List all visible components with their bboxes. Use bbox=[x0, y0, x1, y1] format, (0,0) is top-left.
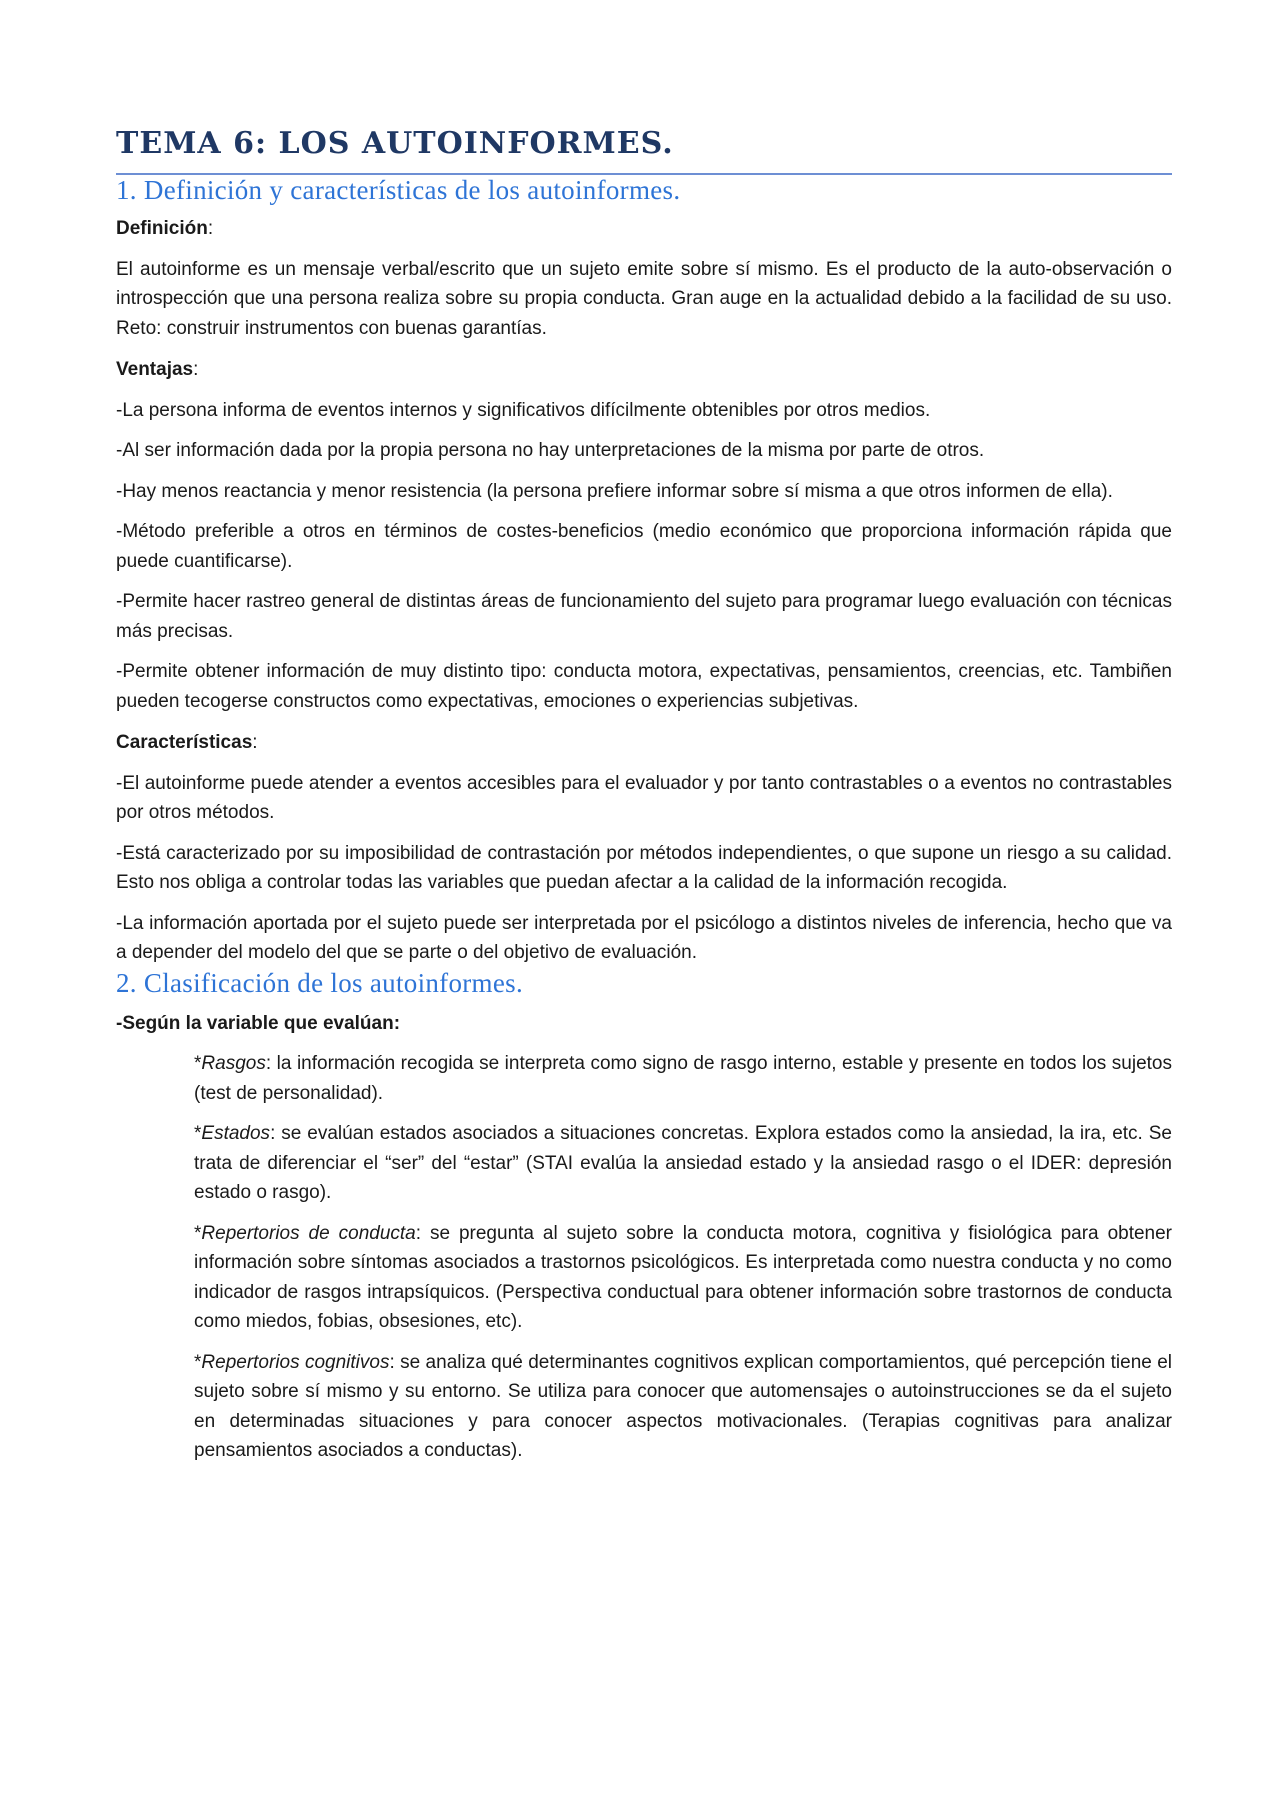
ventaja-item: -Al ser información dada por la propia persona no hay unterpretaciones de la misma por parte de otros. bbox=[116, 440, 985, 461]
item-prefix: * bbox=[194, 1123, 202, 1144]
definicion-paragraph: El autoinforme es un mensaje verbal/escrito que un sujeto emite sobre sí mismo. Es el producto de la auto-observación o introspección que una persona realiza sobre su propia conducta. Gran auge en la actualidad debido a la facilidad de su uso. Reto: construir instrumentos con buenas garantías. bbox=[116, 258, 1172, 339]
ventaja-item: -Método preferible a otros en términos de costes-beneficios (medio económico que proporciona información rápida que puede cuantificarse). bbox=[116, 521, 1172, 572]
ventaja-item: -Hay menos reactancia y menor resistencia (la persona prefiere informar sobre sí misma a que otros informen de ella). bbox=[116, 480, 1113, 502]
ventajas-label bbox=[116, 355, 1172, 385]
item-prefix: * bbox=[194, 1222, 202, 1244]
caracteristica-item: -El autoinforme puede atender a eventos accesibles para el evaluador y por tanto contrastables o a eventos no contrastables por otros métodos. bbox=[116, 772, 1172, 823]
clasificacion-item-repertorios-cognitivos bbox=[194, 1348, 1172, 1466]
ventajas-label-text: Ventajas bbox=[116, 359, 194, 380]
item-term: Rasgos bbox=[201, 1053, 266, 1074]
ventajas-colon: : bbox=[193, 359, 199, 380]
ventaja-item: -La persona informa de eventos internos y significativos difícilmente obtenibles por otros medios. bbox=[116, 399, 931, 421]
section-1-heading: 1. Definición y características de los autoinformes. bbox=[116, 175, 681, 205]
item-prefix: * bbox=[194, 1053, 202, 1074]
item-term: Repertorios cognitivos bbox=[201, 1351, 390, 1373]
item-term: Repertorios de conducta bbox=[201, 1222, 416, 1244]
clasificacion-item-repertorios-conducta bbox=[194, 1219, 1172, 1337]
variable-label-text: -Según la variable que evalúan: bbox=[116, 1012, 401, 1034]
item-prefix: * bbox=[194, 1351, 202, 1373]
clasificacion-item-rasgos bbox=[194, 1049, 1172, 1108]
definicion-colon: : bbox=[207, 218, 214, 239]
document-page bbox=[116, 0, 1172, 1466]
item-text: : se pregunta al sujeto sobre la conducta motora, cognitiva y fisiológica para obtener información sobre síntomas asociados a trastornos psicológicos. Es interpretada como nuestra conducta y no como indicador de rasgos intrapsíquicos. (Perspectiva conductual para obtener información sobre trastornos de conducta como miedos, fobias, obsesiones, etc). bbox=[194, 1222, 1173, 1332]
definicion-label-text: Definición bbox=[116, 218, 208, 239]
definicion-label bbox=[116, 214, 1172, 244]
ventaja-item: -Permite hacer rastreo general de distintas áreas de funcionamiento del sujeto para programar luego evaluación con técnicas más precisas. bbox=[116, 591, 1172, 642]
variable-label bbox=[116, 1009, 1172, 1039]
item-text: : la información recogida se interpreta como signo de rasgo interno, estable y presente en todos los sujetos (test de personalidad). bbox=[194, 1053, 1172, 1104]
caracteristicas-colon: : bbox=[252, 732, 258, 753]
clasificacion-item-estados bbox=[194, 1119, 1172, 1208]
item-text: : se evalúan estados asociados a situaciones concretas. Explora estados como la ansiedad, la ira, etc. Se trata de diferenciar el “ser” del “estar” (STAI evalúa la ansiedad estado y la ansiedad rasgo o el IDER: depresión estado o rasgo). bbox=[194, 1123, 1172, 1203]
document-title: TEMA 6: LOS AUTOINFORMES. bbox=[116, 0, 1172, 175]
caracteristicas-label bbox=[116, 728, 1172, 758]
caracteristica-item: -La información aportada por el sujeto puede ser interpretada por el psicólogo a distintos niveles de inferencia, hecho que va a depender del modelo del que se parte o del objetivo de evaluación. bbox=[116, 912, 1172, 963]
caracteristica-item: -Está caracterizado por su imposibilidad de contrastación por métodos independientes, o que supone un riesgo a su calidad. Esto nos obliga a controlar todas las variables que puedan afectar a la calidad de la información recogida. bbox=[116, 842, 1172, 893]
item-term: Estados bbox=[201, 1123, 271, 1144]
ventaja-item: -Permite obtener información de muy distinto tipo: conducta motora, expectativas, pensamientos, creencias, etc. Tambiñen pueden tecogerse constructos como expectativas, emociones o experiencias subjetivas. bbox=[116, 661, 1172, 712]
item-text: : se analiza qué determinantes cognitivos explican comportamientos, qué percepción tiene el sujeto sobre sí mismo y su entorno. Se utiliza para conocer que automensajes o autoinstrucciones se da el sujeto en determinadas situaciones y para conocer aspectos motivacionales. (Terapias cognitivas para analizar pensamientos asociados a conductas). bbox=[194, 1351, 1172, 1461]
section-2-heading: 2. Clasificación de los autoinformes. bbox=[116, 967, 524, 998]
caracteristicas-label-text: Características bbox=[116, 732, 253, 753]
